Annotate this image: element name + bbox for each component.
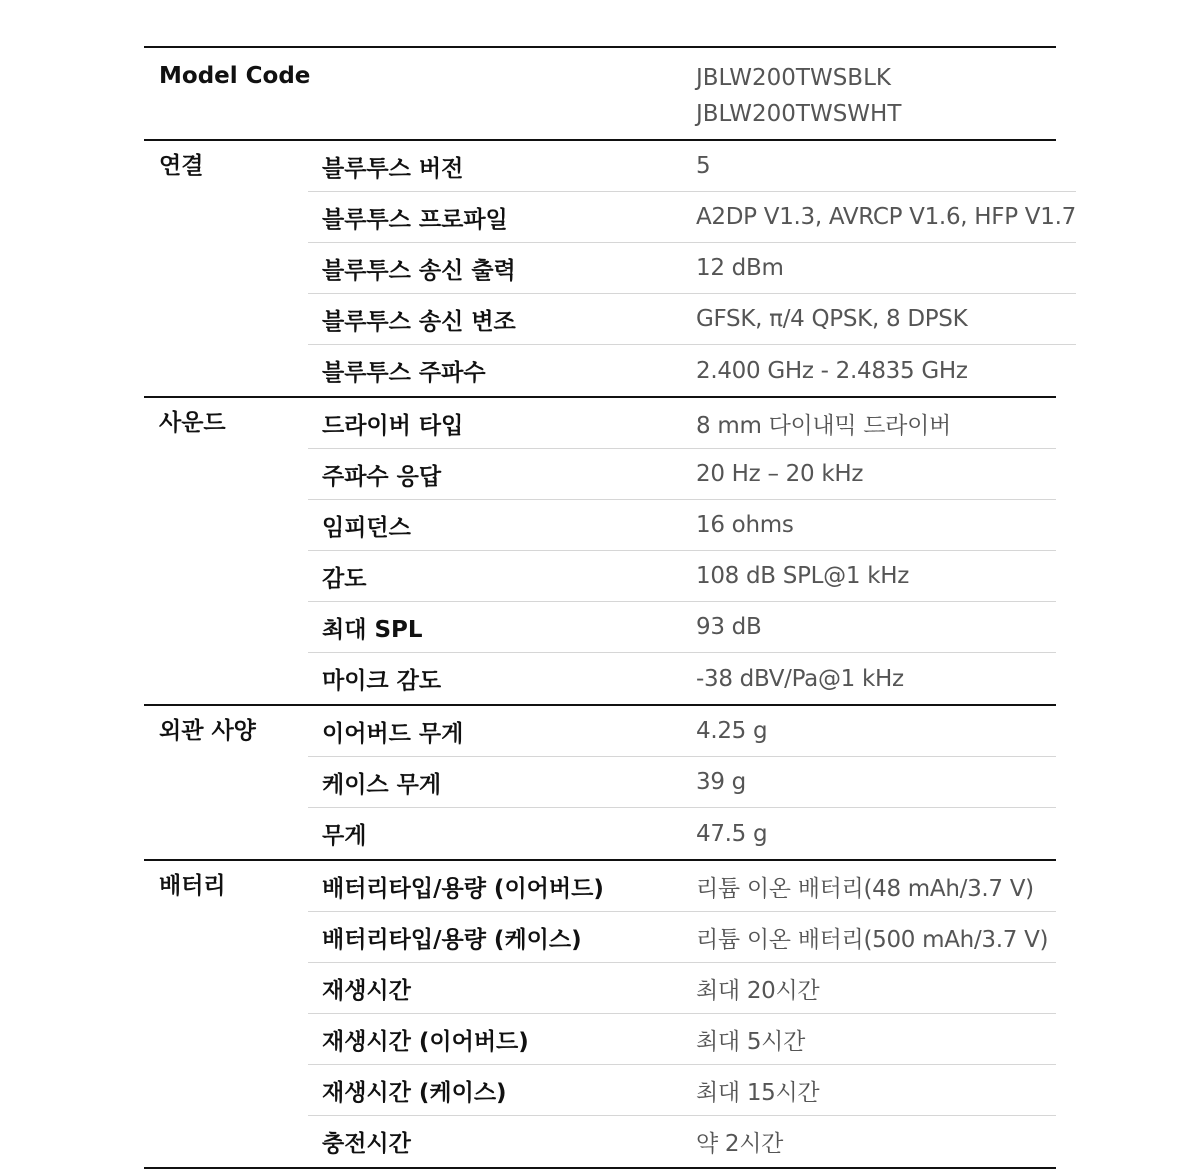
spec-row [308,1065,1056,1116]
spec-row [308,706,1056,757]
spec-row [308,963,1056,1014]
spec-row [308,398,1056,449]
spec-row [308,141,1076,192]
spec-value: 47.5 g [696,820,768,847]
spec-value: 최대 5시간 [696,1028,806,1055]
spec-row [308,551,1056,602]
spec-value: 5 [696,153,711,179]
spec-row [308,1014,1056,1065]
group-label: 연결 [159,153,204,179]
group-label: 사운드 [159,410,226,436]
model-code-values [696,60,901,132]
spec-label: 블루투스 프로파일 [322,206,508,233]
spec-value: 최대 20시간 [696,977,820,1004]
spec-value: 최대 15시간 [696,1079,820,1106]
spec-row [308,808,1056,859]
spec-label: 마이크 감도 [322,668,442,694]
spec-value: 2.400 GHz - 2.4835 GHz [696,357,968,384]
spec-group-battery [144,861,1056,1169]
group-label: 배터리 [159,873,226,899]
spec-value: 8 mm 다이내믹 드라이버 [696,412,951,439]
spec-label: 이어버드 무게 [322,720,464,747]
model-code-row [144,48,1056,141]
spec-label: 최대 SPL [322,616,423,643]
spec-row [308,345,1076,396]
spec-value: 108 dB SPL@1 kHz [696,563,910,589]
spec-value: -38 dBV/Pa@1 kHz [696,665,904,692]
spec-group-sound [144,398,1056,706]
spec-value: 16 ohms [696,512,794,538]
spec-value: 12 dBm [696,255,784,281]
spec-label: 블루투스 버전 [322,155,464,182]
spec-value: 39 g [696,769,746,795]
spec-row [308,912,1056,963]
spec-value: 4.25 g [696,718,768,744]
spec-row [308,1116,1056,1167]
model-code-value: JBLW200TWSBLK [696,65,891,91]
spec-label: 드라이버 타입 [322,412,464,439]
spec-label: 블루투스 송신 변조 [322,308,516,335]
spec-value: 리튬 이온 배터리(500 mAh/3.7 V) [696,926,1049,953]
spec-value: 약 2시간 [696,1131,784,1157]
spec-label: 주파수 응답 [322,463,442,490]
spec-label: 감도 [322,565,367,592]
model-code-value: JBLW200TWSWHT [696,101,902,127]
spec-row [308,192,1076,243]
spec-value: A2DP V1.3, AVRCP V1.6, HFP V1.7 [696,204,1076,230]
spec-label: 임피던스 [322,514,411,541]
spec-row [308,602,1056,653]
spec-row [308,449,1056,500]
spec-label: 케이스 무게 [322,771,442,798]
spec-label: 충전시간 [322,1131,411,1157]
spec-row [308,757,1056,808]
group-label: 외관 사양 [159,718,256,744]
spec-group-appearance [144,706,1056,861]
spec-label: 블루투스 송신 출력 [322,257,516,284]
spec-row [308,294,1076,345]
spec-label: 재생시간 [322,977,411,1004]
spec-group-connection [144,141,1076,398]
spec-table [144,46,1076,1169]
spec-label: 무게 [322,823,367,849]
spec-label: 재생시간 (이어버드) [322,1028,529,1055]
spec-value: 20 Hz – 20 kHz [696,461,864,487]
spec-value: GFSK, π/4 QPSK, 8 DPSK [696,306,968,332]
spec-row [308,243,1076,294]
model-code-label: Model Code [159,63,311,89]
spec-row [308,861,1056,912]
spec-label: 배터리타입/용량 (이어버드) [322,875,604,902]
spec-value: 93 dB [696,614,762,640]
spec-label: 재생시간 (케이스) [322,1079,507,1106]
spec-label: 블루투스 주파수 [322,360,486,386]
spec-row [308,500,1056,551]
spec-row [308,653,1056,704]
spec-label: 배터리타입/용량 (케이스) [322,926,582,953]
spec-value: 리튬 이온 배터리(48 mAh/3.7 V) [696,875,1034,902]
